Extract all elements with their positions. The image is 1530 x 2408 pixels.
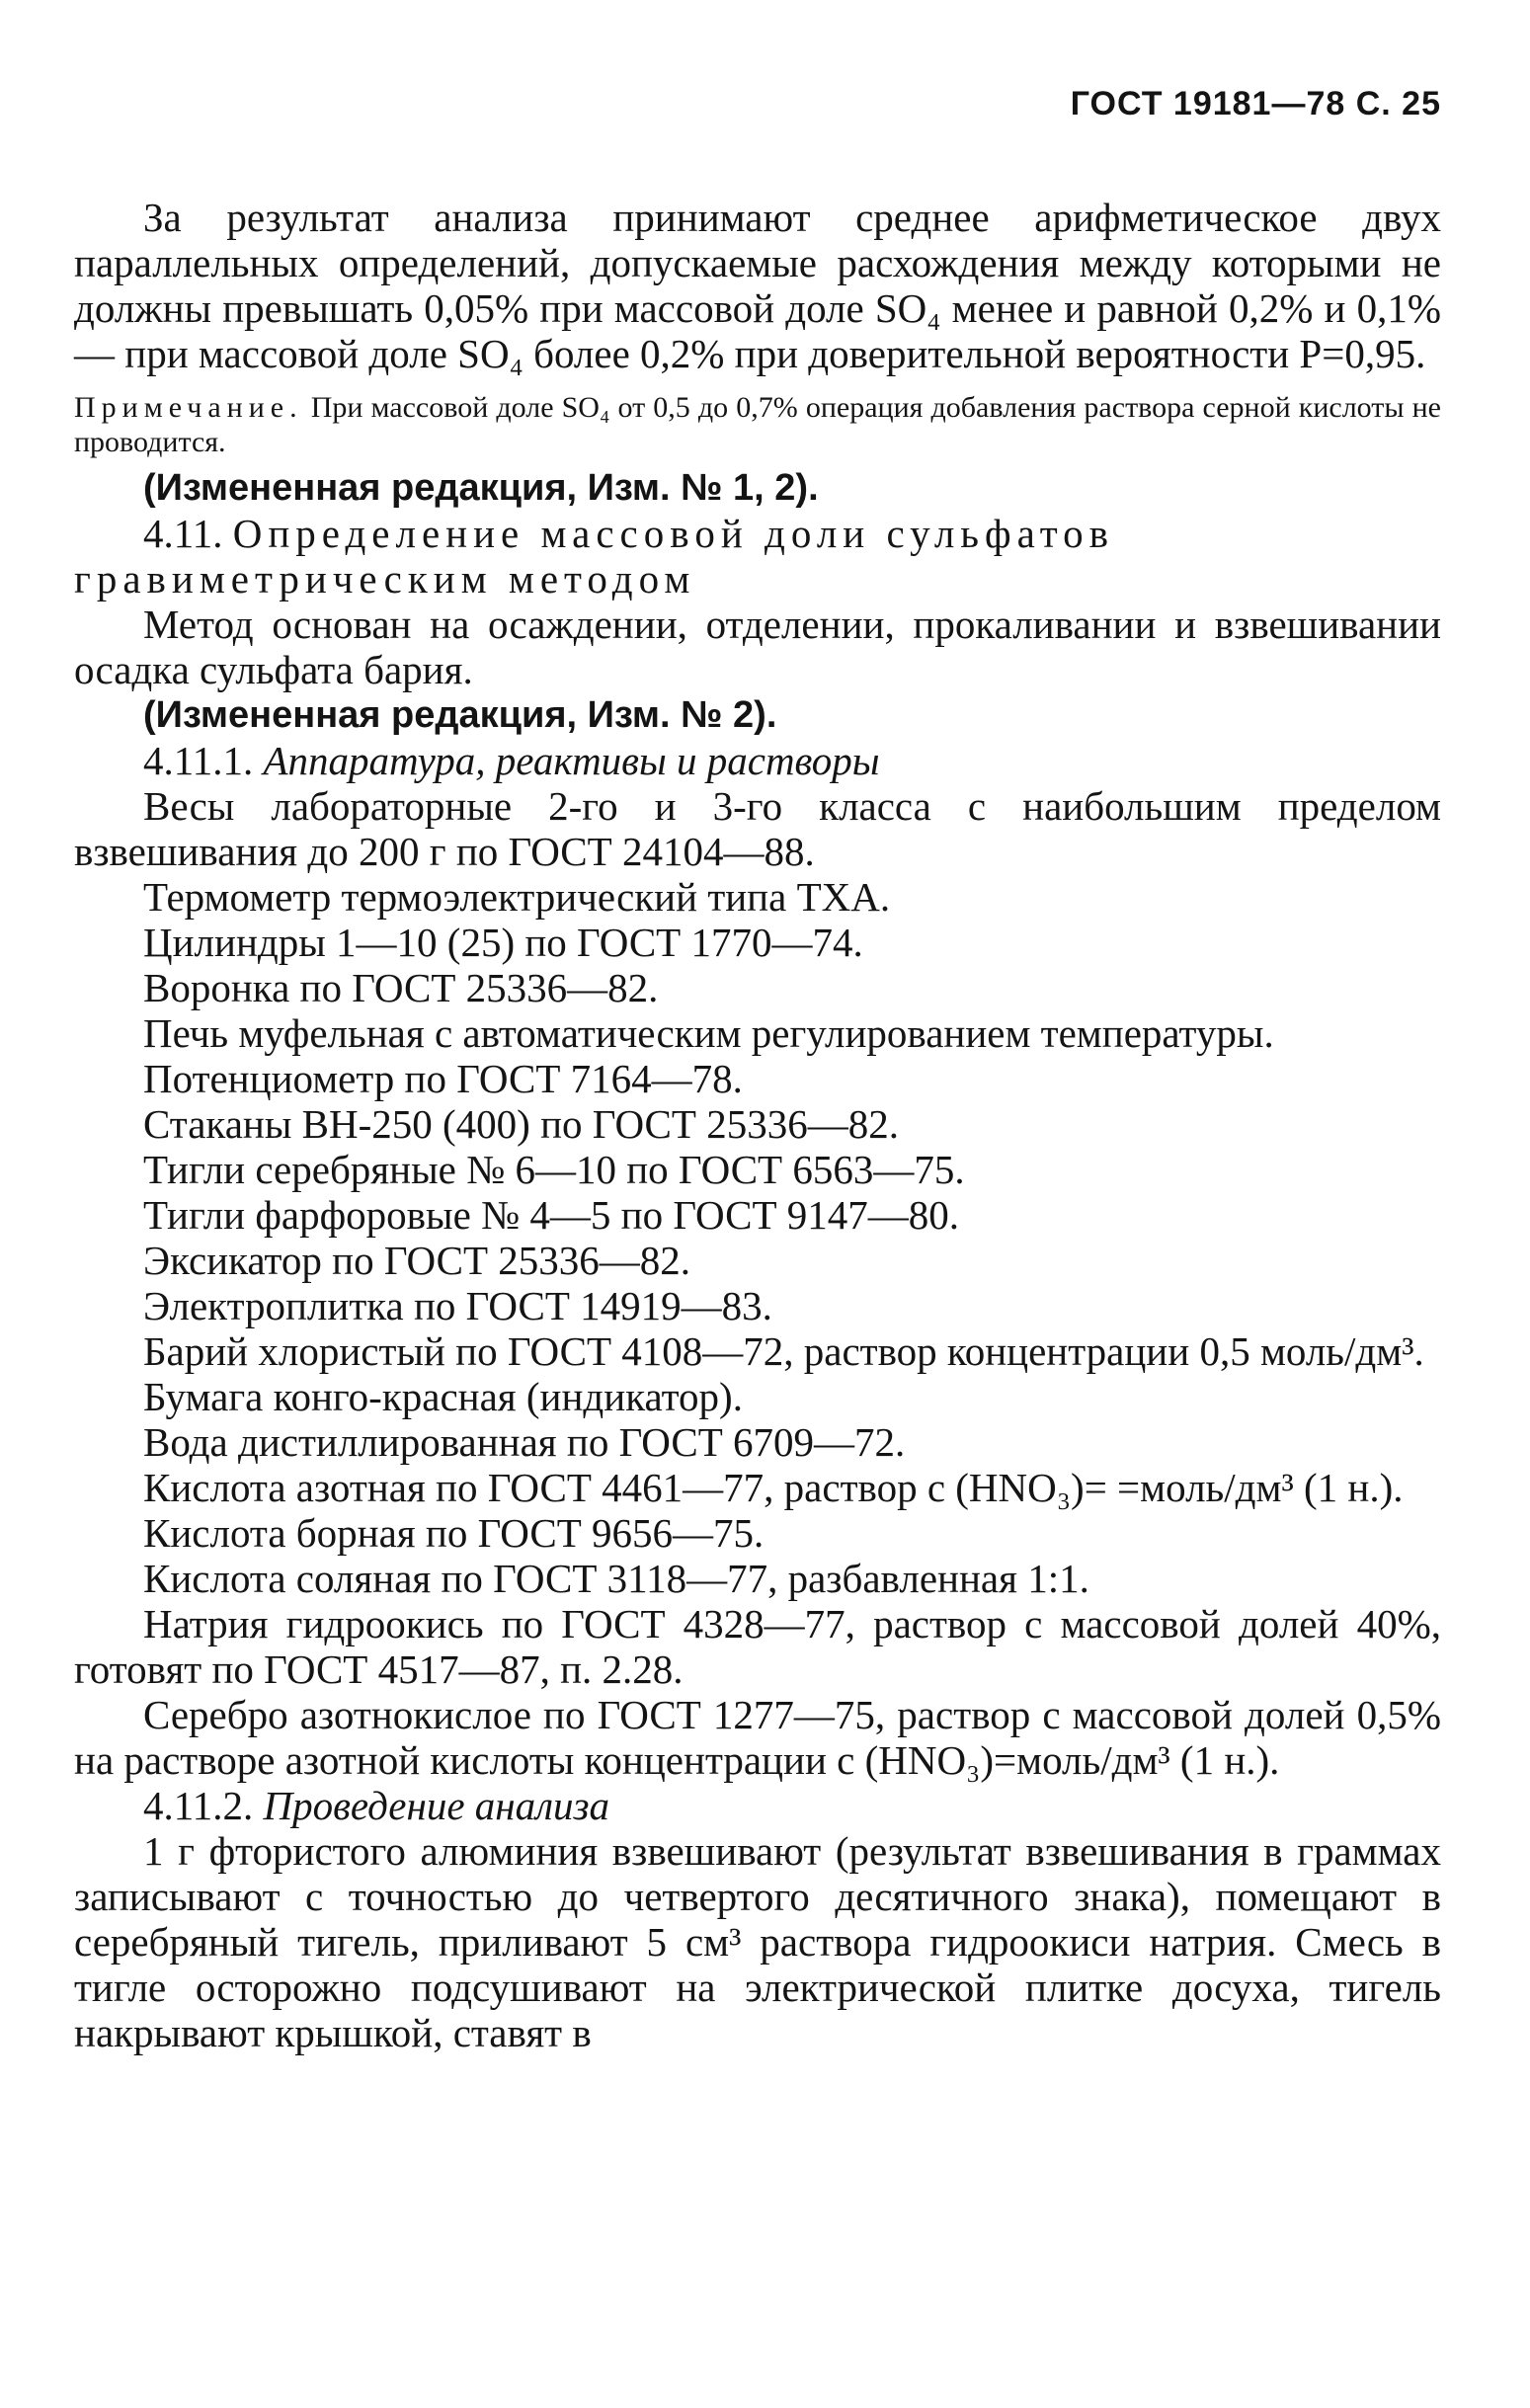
list-item: Бумага конго-красная (индикатор).: [143, 1374, 743, 1419]
list-item: Цилиндры 1—10 (25) по ГОСТ 1770—74.: [143, 920, 863, 965]
equipment-list: [74, 783, 1441, 1783]
note: [74, 390, 1441, 459]
amendment-note-1: (Измененная редакция, Изм. № 1, 2).: [143, 467, 819, 509]
section-4-11-1-heading: [74, 738, 1441, 783]
list-item: Воронка по ГОСТ 25336—82.: [143, 965, 659, 1010]
analysis-paragraph: 1 г фтористого алюминия взвешивают (результат взвешивания в граммах записывают с точностью до четвертого десятичного знака), помещают в серебряный тигель, приливают 5 см³ раствора гидроокиси натрия. Смесь в тигле осторожно подсушивают на электрической плитке досуха, тигель накрывают крышкой, ставят в: [74, 1828, 1441, 2055]
list-item: Кислота соляная по ГОСТ 3118—77, разбавленная 1:1.: [143, 1556, 1089, 1601]
amendment-note-2: (Измененная редакция, Изм. № 2).: [143, 694, 777, 736]
list-item: Электроплитка по ГОСТ 14919—83.: [143, 1283, 772, 1328]
section-4-11-1-number: 4.11.1.: [143, 738, 254, 783]
list-item: Весы лабораторные 2-го и 3-го класса с наибольшим пределом взвешивания до 200 г по ГОСТ 24104—88.: [74, 783, 1441, 874]
section-4-11-2-number: 4.11.2.: [143, 1783, 254, 1828]
list-item: Эксикатор по ГОСТ 25336—82.: [143, 1238, 691, 1283]
list-item: Тигли фарфоровые № 4—5 по ГОСТ 9147—80.: [143, 1192, 960, 1238]
note-text: При массовой доле SO₄ от 0,5 до 0,7% операция добавления раствора серной кислоты не проводится.: [74, 391, 1441, 458]
section-4-11-2-heading: [74, 1783, 1441, 1828]
list-item: Печь муфельная с автоматическим регулированием температуры.: [143, 1010, 1274, 1056]
list-item: Барий хлористый по ГОСТ 4108—72, раствор концентрации 0,5 моль/дм³.: [143, 1328, 1424, 1374]
note-label: Примечание.: [74, 391, 303, 424]
list-item: Потенциометр по ГОСТ 7164—78.: [143, 1056, 743, 1101]
section-4-11-title-b: гравиметрическим методом: [74, 556, 696, 602]
section-4-11-1-title: Аппаратура, реактивы и растворы: [263, 738, 880, 783]
section-4-11-2-title: Проведение анализа: [263, 1783, 610, 1828]
list-item: Тигли серебряные № 6—10 по ГОСТ 6563—75.: [143, 1147, 965, 1192]
section-4-11-number: 4.11.: [143, 511, 223, 556]
list-item: Натрия гидроокись по ГОСТ 4328—77, раствор с массовой долей 40%, готовят по ГОСТ 4517—87, п. 2.28.: [74, 1601, 1441, 1692]
section-4-11-heading: [74, 511, 1441, 556]
method-paragraph: Метод основан на осаждении, отделении, прокаливании и взвешивании осадка сульфата бария.: [74, 602, 1441, 692]
list-item: Стаканы ВН-250 (400) по ГОСТ 25336—82.: [143, 1101, 899, 1147]
list-item: Термометр термоэлектрический типа ТХА.: [143, 874, 891, 920]
result-paragraph: За результат анализа принимают среднее арифметическое двух параллельных определений, допускаемые расхождения между которыми не должны превышать 0,05% при массовой доле SO₄ менее и равной 0,2% и 0,1% — при массовой доле SO₄ более 0,2% при доверительной вероятности P=0,95.: [74, 195, 1441, 376]
list-item: Кислота азотная по ГОСТ 4461—77, раствор c (HNO₃)= =моль/дм³ (1 н.).: [143, 1465, 1404, 1510]
list-item: Кислота борная по ГОСТ 9656—75.: [143, 1510, 765, 1556]
list-item: Серебро азотнокислое по ГОСТ 1277—75, раствор с массовой долей 0,5% на растворе азотной кислоты концентрации c (HNO₃)=моль/дм³ (1 н.).: [74, 1692, 1441, 1783]
page-header: ГОСТ 19181—78 С. 25: [1070, 85, 1441, 122]
list-item: Вода дистиллированная по ГОСТ 6709—72.: [143, 1419, 906, 1465]
section-4-11-title-a: Определение массовой доли сульфатов: [232, 511, 1114, 556]
